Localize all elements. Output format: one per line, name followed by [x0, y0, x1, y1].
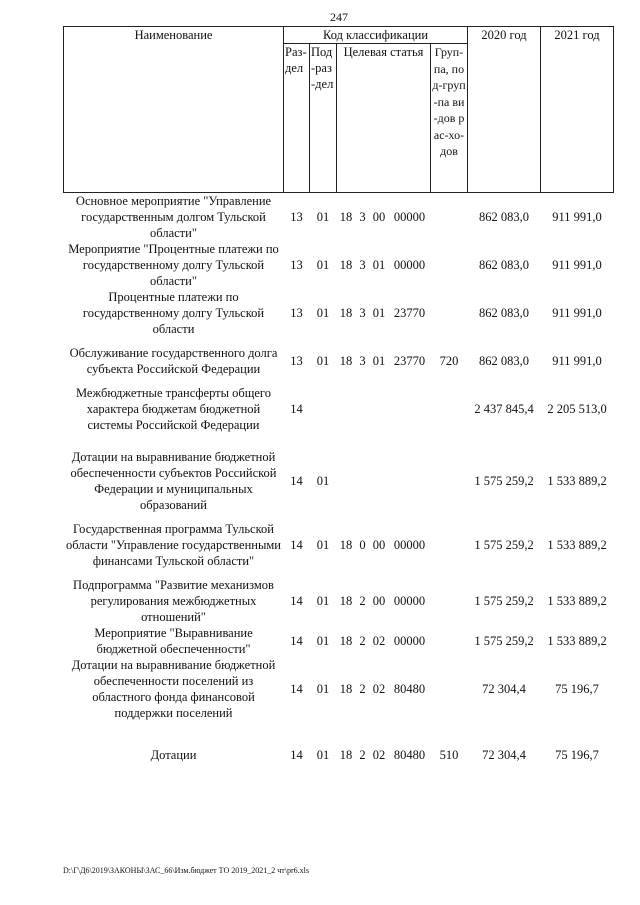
row-ts-subprogram: [356, 385, 370, 449]
row-expense-group: [431, 449, 468, 513]
table-row: [64, 577, 614, 625]
row-ts-direction: [389, 385, 431, 449]
row-value-2021: 2 205 513,0: [547, 402, 607, 416]
row-value-2021: 911 991,0: [552, 210, 602, 224]
header-target-article: Целевая статья: [337, 44, 431, 193]
row-section: 14: [290, 748, 303, 762]
row-ts-subprogram: [356, 449, 370, 513]
row-ts-event: 02: [372, 748, 386, 762]
row-expense-group: 510: [439, 748, 459, 762]
header-year-2020: 2020 год: [468, 27, 541, 193]
row-value-2021: 1 533 889,2: [547, 538, 607, 552]
row-section: 14: [290, 594, 303, 608]
row-value-2020: 1 575 259,2: [474, 634, 534, 648]
row-ts-event: [370, 385, 389, 449]
row-ts-event: 02: [372, 634, 386, 648]
row-name: Государственная программа Тульской области "Управление государственными финансами Тульской области": [66, 522, 281, 568]
row-expense-group: [431, 625, 468, 657]
row-ts-program: 18: [339, 594, 353, 608]
table-row: [64, 193, 614, 242]
row-name: Дотации на выравнивание бюджетной обеспеченности субъектов Российской Федерации и муниципальных образований: [70, 450, 277, 512]
row-ts-event: [370, 449, 389, 513]
row-subsection: 01: [316, 594, 330, 608]
table-row: [64, 449, 614, 513]
row-value-2020: 862 083,0: [479, 306, 529, 320]
row-section: 14: [290, 402, 303, 416]
row-ts-program: [337, 449, 356, 513]
table-header: [64, 27, 614, 193]
row-expense-group: [431, 241, 468, 289]
header-expense-group: Груп-па, под-груп-па ви-дов рас-хо-дов: [431, 44, 468, 193]
row-subsection: 01: [316, 258, 330, 272]
row-value-2021: 911 991,0: [552, 258, 602, 272]
row-value-2021: 75 196,7: [555, 748, 599, 762]
row-name: Мероприятие "Процентные платежи по государственному долгу Тульской области": [68, 242, 279, 288]
row-expense-group: [431, 513, 468, 577]
table-row: [64, 657, 614, 721]
row-value-2021: 911 991,0: [552, 306, 602, 320]
row-expense-group: 720: [439, 354, 459, 368]
table-row: [64, 625, 614, 657]
table-row: [64, 513, 614, 577]
row-ts-program: 18: [339, 258, 353, 272]
row-section: 14: [290, 474, 303, 488]
row-value-2021: 1 533 889,2: [547, 634, 607, 648]
row-ts-direction: 80480: [393, 682, 426, 696]
row-ts-direction: 23770: [393, 306, 426, 320]
row-ts-subprogram: 3: [359, 306, 366, 320]
row-ts-program: 18: [339, 306, 353, 320]
row-section: 14: [290, 682, 303, 696]
row-section: 13: [290, 354, 303, 368]
row-ts-program: 18: [339, 682, 353, 696]
table-row: [64, 337, 614, 385]
row-subsection: 01: [316, 354, 330, 368]
row-name: Процентные платежи по государственному долгу Тульской области: [82, 290, 265, 336]
row-ts-subprogram: 2: [359, 682, 366, 696]
row-value-2020: 72 304,4: [482, 748, 526, 762]
row-ts-event: 02: [372, 682, 386, 696]
row-subsection: 01: [316, 634, 330, 648]
row-value-2020: 1 575 259,2: [474, 538, 534, 552]
row-ts-direction: [389, 449, 431, 513]
row-ts-subprogram: 2: [359, 634, 366, 648]
row-name: Обслуживание государственного долга субъекта Российской Федерации: [69, 346, 278, 376]
row-section: 13: [290, 306, 303, 320]
table-row: [64, 385, 614, 449]
row-subsection: [310, 385, 337, 449]
row-ts-subprogram: 0: [359, 538, 366, 552]
row-value-2021: 1 533 889,2: [547, 474, 607, 488]
header-year-2021: 2021 год: [541, 27, 614, 193]
row-ts-program: 18: [339, 748, 353, 762]
row-section: 13: [290, 258, 303, 272]
row-name: Основное мероприятие "Управление государственным долгом Тульской области": [75, 194, 272, 240]
row-value-2020: 862 083,0: [479, 258, 529, 272]
row-ts-direction: 80480: [393, 748, 426, 762]
row-ts-subprogram: 2: [359, 594, 366, 608]
row-ts-event: 00: [372, 538, 386, 552]
row-expense-group: [431, 385, 468, 449]
row-subsection: 01: [316, 682, 330, 696]
row-ts-event: 00: [372, 594, 386, 608]
row-value-2021: 1 533 889,2: [547, 594, 607, 608]
budget-table: [63, 26, 614, 763]
header-classification: Код классификации: [284, 27, 468, 44]
row-value-2020: 1 575 259,2: [474, 474, 534, 488]
row-ts-direction: 00000: [393, 258, 426, 272]
row-value-2020: 862 083,0: [479, 210, 529, 224]
table-row: [64, 721, 614, 763]
row-ts-subprogram: 3: [359, 258, 366, 272]
header-subsection: Под-раз-дел: [310, 44, 337, 193]
row-ts-subprogram: 3: [359, 210, 366, 224]
row-section: 13: [290, 210, 303, 224]
row-ts-direction: 00000: [393, 634, 426, 648]
row-value-2020: 1 575 259,2: [474, 594, 534, 608]
row-ts-event: 01: [372, 306, 386, 320]
row-value-2021: 75 196,7: [555, 682, 599, 696]
row-ts-event: 00: [372, 210, 386, 224]
header-section: Раз-дел: [284, 44, 310, 193]
row-subsection: 01: [316, 748, 330, 762]
row-subsection: 01: [316, 210, 330, 224]
row-value-2021: 911 991,0: [552, 354, 602, 368]
row-value-2020: 2 437 845,4: [474, 402, 534, 416]
row-ts-direction: 00000: [393, 594, 426, 608]
row-name: Дотации на выравнивание бюджетной обеспеченности поселений из областного фонда финансовой поддержки поселений: [71, 658, 276, 720]
row-subsection: 01: [316, 306, 330, 320]
row-name: Дотации: [150, 748, 197, 762]
row-ts-program: 18: [339, 538, 353, 552]
table-row: [64, 241, 614, 289]
file-path-footer: D:\Г\Д6\2019\ЗАКОНЫ\ЗАС_66\Изм.бюджет ТО 2019_2021_2 чт\pr6.xls: [63, 866, 309, 875]
row-ts-subprogram: 2: [359, 748, 366, 762]
row-name: Межбюджетные трансферты общего характера бюджетам бюджетной системы Российской Федерации: [75, 386, 271, 432]
row-subsection: 01: [316, 538, 330, 552]
row-subsection: 01: [316, 474, 330, 488]
row-section: 14: [290, 538, 303, 552]
row-ts-program: 18: [339, 634, 353, 648]
row-expense-group: [431, 657, 468, 721]
row-expense-group: [431, 193, 468, 242]
row-ts-event: 01: [372, 354, 386, 368]
row-ts-program: 18: [339, 354, 353, 368]
row-value-2020: 72 304,4: [482, 682, 526, 696]
row-expense-group: [431, 289, 468, 337]
row-name: Мероприятие "Выравнивание бюджетной обеспеченности": [94, 626, 253, 656]
row-value-2020: 862 083,0: [479, 354, 529, 368]
row-ts-direction: 00000: [393, 210, 426, 224]
row-ts-subprogram: 3: [359, 354, 366, 368]
row-ts-event: 01: [372, 258, 386, 272]
row-ts-program: [337, 385, 356, 449]
table-body: [64, 193, 614, 764]
row-expense-group: [431, 577, 468, 625]
row-ts-direction: 00000: [393, 538, 426, 552]
row-ts-direction: 23770: [393, 354, 426, 368]
header-name: Наименование: [64, 27, 284, 193]
page-number: 247: [330, 10, 348, 24]
table-row: [64, 289, 614, 337]
row-section: 14: [290, 634, 303, 648]
row-name: Подпрограмма "Развитие механизмов регулирования межбюджетных отношений": [73, 578, 274, 624]
row-ts-program: 18: [339, 210, 353, 224]
